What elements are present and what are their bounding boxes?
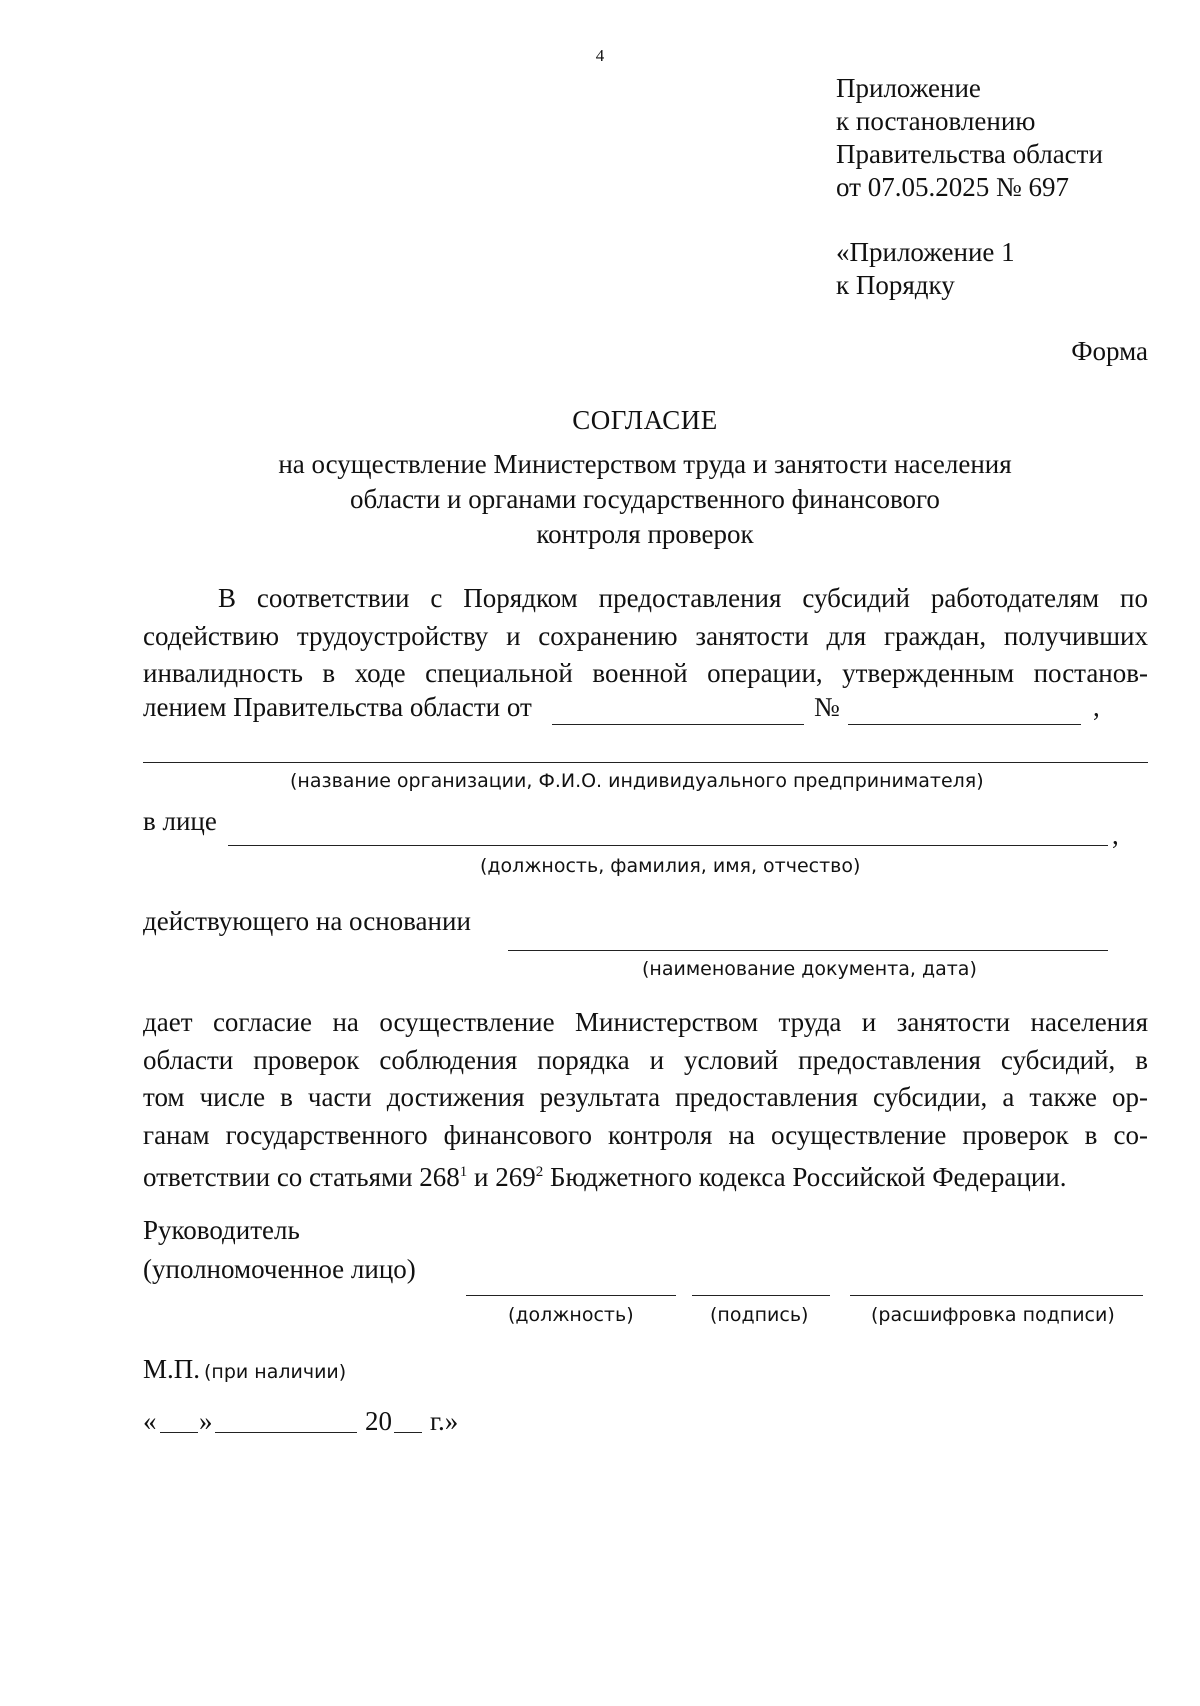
decree-date-field[interactable] [552, 724, 804, 725]
article-superscript: 1 [459, 1164, 468, 1180]
intro-line: инвалидность в ходе специальной военной операции, утвержденным постанов- [143, 658, 1148, 688]
intro-line: содействию трудоустройству и сохранению занятости для граждан, получивших [143, 620, 1148, 651]
subtitle-line: на осуществление Министерством труда и занятости населения [278, 449, 1012, 479]
appendix-line: к Порядку [836, 270, 955, 300]
organization-caption: (название организации, Ф.И.О. индивидуального предпринимателя) [290, 770, 984, 792]
approval-line: Приложение [836, 73, 981, 103]
appendix-block [836, 236, 1015, 302]
form-label: Форма [1071, 336, 1148, 366]
subtitle-line: области и органами государственного финансового [350, 484, 940, 514]
signature-field[interactable] [692, 1295, 830, 1296]
consent-line: том числе в части достижения результата предоставления субсидии, а также ор- [143, 1082, 1148, 1112]
consent-line: дает согласие на осуществление Министерством труда и занятости населения [143, 1007, 1148, 1037]
document-subtitle [0, 447, 1200, 552]
position-field[interactable] [466, 1295, 676, 1296]
day-field[interactable] [160, 1432, 198, 1433]
appendix-line: «Приложение 1 [836, 237, 1015, 267]
intro-paragraph [143, 580, 1148, 693]
basis-document-field[interactable] [508, 950, 1108, 951]
page-number: 4 [595, 46, 605, 65]
intro-comma: , [1093, 692, 1100, 722]
position-caption: (должность) [508, 1304, 634, 1326]
stamp-label: М.П. [143, 1354, 201, 1384]
date-suffix: г.» [430, 1406, 459, 1436]
decryption-caption: (расшифровка подписи) [871, 1304, 1115, 1326]
date-open-quote: « [143, 1406, 157, 1436]
number-sign: № [814, 692, 840, 722]
month-field[interactable] [215, 1432, 357, 1433]
approval-line: к постановлению [836, 106, 1036, 136]
stamp-note: (при наличии) [204, 1361, 347, 1383]
consent-line: ганам государственного финансового контроля на осуществление проверок в со- [143, 1119, 1148, 1150]
in-person-label: в лице [143, 806, 217, 836]
stamp-line [143, 1354, 346, 1385]
decryption-field[interactable] [850, 1295, 1143, 1296]
year-prefix: 20 [365, 1406, 392, 1436]
signature-caption: (подпись) [710, 1304, 809, 1326]
decree-number-field[interactable] [848, 724, 1081, 725]
consent-text: Бюджетного кодекса Российской Федерации. [543, 1162, 1067, 1192]
consent-paragraph [143, 1004, 1148, 1192]
consent-line: области проверок соблюдения порядка и условий предоставления субсидий, в [143, 1044, 1148, 1075]
consent-text: и 269 [467, 1162, 536, 1192]
document-title: СОГЛАСИЕ [572, 405, 718, 435]
date-close-quote: » [199, 1406, 213, 1436]
acting-label: действующего на основании [143, 906, 471, 936]
consent-last-line [143, 1154, 1148, 1192]
person-caption: (должность, фамилия, имя, отчество) [480, 855, 861, 877]
approval-line: от 07.05.2025 № 697 [836, 172, 1069, 202]
document-caption: (наименование документа, дата) [642, 958, 977, 980]
signer-subtitle: (уполномоченное лицо) [143, 1254, 416, 1284]
year-field[interactable] [394, 1432, 422, 1433]
in-person-comma: , [1112, 820, 1119, 850]
person-field[interactable] [228, 845, 1108, 846]
intro-line: В соответствии с Порядком предоставления субсидий работодателям по [218, 583, 1148, 613]
consent-text: ответствии со статьями 268 [143, 1162, 460, 1192]
organization-field[interactable] [143, 762, 1148, 763]
article-superscript: 2 [535, 1164, 544, 1180]
intro-last-line: лением Правительства области от [143, 692, 532, 722]
approval-line: Правительства области [836, 139, 1103, 169]
signer-title: Руководитель [143, 1215, 300, 1245]
subtitle-line: контроля проверок [536, 519, 754, 549]
approval-block [836, 72, 1103, 204]
